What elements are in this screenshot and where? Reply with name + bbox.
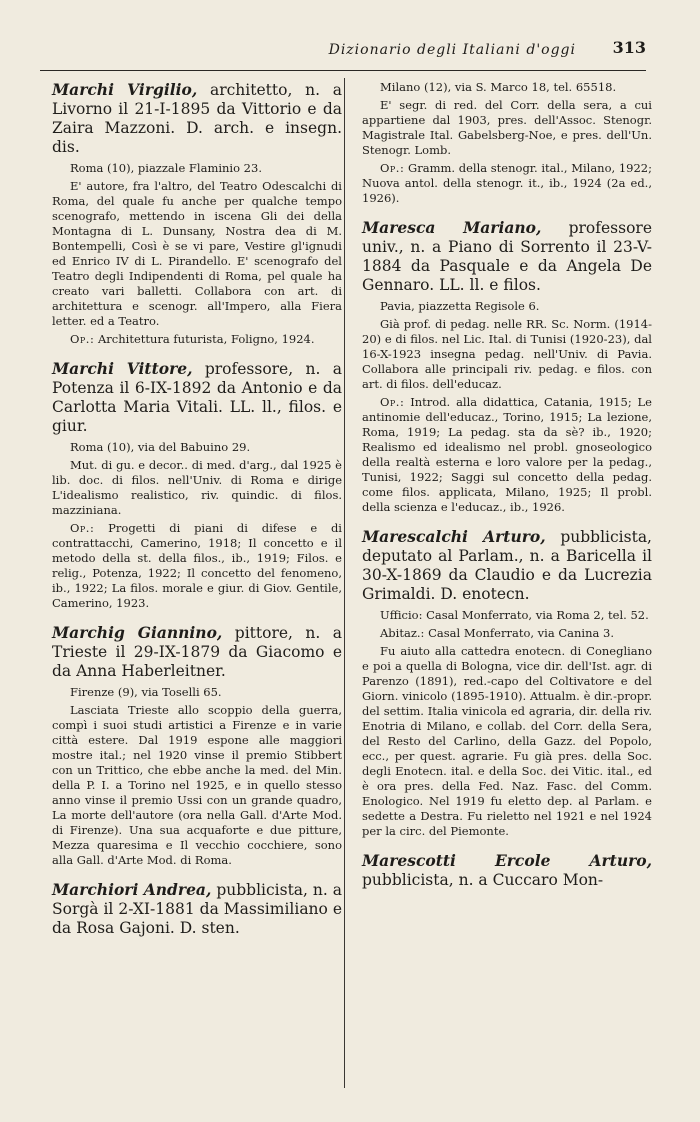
entry-continuation — [362, 80, 652, 206]
entry-body: E' autore, fra l'altro, del Teatro Odescalchi di Roma, del quale fu anche per qualche tempo scenografo, mettendo in iscena Gli dei della Montagna di L. Dunsany, Nostra dea di M. Bontempelli, Così è se vi pare, Vestire gl'ignudi ed Enrico IV di L. Pirandello. E' scenografo del Teatro degli Indipendenti di Roma, pel quale ha creato vari balletti. Collabora con art. di architettura e scenogr. all'Impero, alla Fiera letter. ed a Teatro. — [52, 179, 342, 328]
entry-marchi-vittore — [52, 359, 342, 611]
entry-maresca-mariano — [362, 218, 652, 515]
continuation-address: Milano (12), via S. Marco 18, tel. 65518. — [380, 80, 617, 94]
entry-address: Pavia, piazzetta Regisole 6. — [380, 299, 540, 313]
entry-home-address: Abitaz.: Casal Monferrato, via Canina 3. — [380, 626, 615, 640]
entry-name: Marchig Giannino, — [52, 623, 223, 642]
entry-address: Roma (10), piazzale Flaminio 23. — [70, 161, 262, 175]
entry-heading — [52, 80, 342, 157]
entry-heading-text: pubblicista, n. a Sorgà il 2-XI-1881 da Massimiliano e da Rosa Gajoni. D. sten. — [52, 881, 342, 937]
left-column — [52, 80, 342, 950]
entry-body: Mut. di gu. e decor.. di med. d'arg., dal 1925 è lib. doc. di filos. nell'Univ. di Roma e dirige L'idealismo realistico, riv. quindic. di filos. mazziniana. — [52, 458, 342, 517]
running-title: Dizionario degli Italiani d'oggi — [328, 42, 576, 58]
entry-heading — [52, 623, 342, 681]
entry-body: Lasciata Trieste allo scoppio della guerra, compì i suoi studi artistici a Firenze e in varie città estere. Dal 1919 espone alle maggiori mostre ital.; nel 1920 vinse il premio Stibbert con un Trittico, che ebbe anche la med. del Min. della P. I. a Torino nel 1925, e in quello stesso anno vinse il premio Ussi con un grande quadro, La morte dell'autore (ora nella Gall. d'Arte Mod. di Firenze). Una sua acquaforte e due pitture, Mezza quaresima e Il vecchio cocchiere, sono alla Gall. d'Arte Mod. di Roma. — [52, 703, 342, 867]
entry-heading — [52, 359, 342, 436]
works-text: Introd. alla didattica, Catania, 1915; Le antinomie dell'educaz., Torino, 1915; La lezione, Roma, 1919; La pedag. sta da sè? ib., 1920; Realismo ed idealismo nel probl. gnoseologico della realtà esterna e loro valore per la pedag., Tunisi, 1922; Saggi sul concetto della pedag. come filos. applicata, Milano, 1925; Il probl. della scienza e l'educaz., ib., 1926. — [362, 395, 652, 514]
entry-works — [52, 332, 342, 347]
entry-marescalchi-arturo — [362, 527, 652, 839]
right-column — [362, 80, 652, 902]
header-rule — [40, 70, 646, 71]
entry-heading-text: architetto, n. a Livorno il 21-I-1895 da Vittorio e da Zaira Mazzoni. D. arch. e insegn. dis. — [52, 81, 343, 156]
entry-heading-text: professore univ., n. a Piano di Sorrento il 23-V-1884 da Pasquale e da Angela De Gennaro. LL. ll. e filos. — [362, 219, 652, 294]
column-divider — [344, 78, 345, 1088]
entry-marchig-giannino — [52, 623, 342, 868]
works-text: Gramm. della stenogr. ital., Milano, 1922; Nuova antol. della stenogr. it., ib., 1924 (2a ed., 1926). — [362, 161, 652, 205]
entry-name: Marchiori Andrea, — [52, 880, 212, 899]
works-label: Op.: — [70, 332, 95, 346]
entry-address: Roma (10), via del Babuino 29. — [70, 440, 251, 454]
entry-name: Marescotti Ercole Arturo, — [362, 851, 652, 870]
entry-heading — [362, 851, 652, 890]
entry-heading-text: professore, n. a Potenza il 6-IX-1892 da Antonio e da Carlotta Maria Vitali. LL. ll., filos. e giur. — [52, 360, 342, 435]
entry-heading-text: pubblicista, deputato al Parlam., n. a Baricella il 30-X-1869 da Claudio e da Lucrezia Grimaldi. D. enotecn. — [362, 528, 652, 603]
works-text: Architettura futurista, Foligno, 1924. — [98, 332, 315, 346]
entry-heading — [362, 527, 652, 604]
entry-office-address: Ufficio: Casal Monferrato, via Roma 2, tel. 52. — [380, 608, 649, 622]
page-number: 313 — [612, 38, 646, 57]
entry-heading-text: pubblicista, n. a Cuccaro Mon- — [362, 871, 604, 889]
entry-marescotti-ercole-arturo — [362, 851, 652, 890]
entry-heading — [52, 880, 342, 938]
continuation-body: E' segr. di red. del Corr. della sera, a cui appartiene dal 1903, pres. dell'Assoc. Stenogr. Magistrale Ital. Gabelsberg-Noe, e pres. dell'Un. Stenogr. Lomb. — [362, 98, 652, 157]
entry-name: Marchi Vittore, — [52, 359, 193, 378]
entry-heading-text: pittore, n. a Trieste il 29-IX-1879 da Giacomo e da Anna Haberleitner. — [52, 624, 342, 680]
entry-body: Fu aiuto alla cattedra enotecn. di Conegliano e poi a quella di Bologna, vice dir. dell'Ist. agr. di Parenzo (1891), red.-capo del Coltivatore e del Giorn. vinicolo (1895-1910). Attualm. è dir.-propr. del settim. Italia vinicola ed agraria, dir. della riv. Enotria di Milano, e collab. del Corr. della Sera, del Resto del Carlino, della Gazz. del Popolo, ecc., per quest. agrarie. Fu già pres. della Soc. degli Enotecn. ital. e della Soc. dei Vitic. ital., ed è ora pres. della Fed. Naz. Fasc. del Comm. Enologico. Nel 1919 fu eletto dep. al Parlam. e sedette a Destra. Fu rieletto nel 1921 e nel 1924 per la circ. del Piemonte. — [362, 644, 652, 838]
entry-works — [362, 395, 652, 515]
entry-works — [52, 521, 342, 611]
works-label: Op.: — [70, 521, 95, 535]
entry-name: Maresca Mariano, — [362, 218, 542, 237]
works-text: Progetti di piani di difese e di contrattacchi, Camerino, 1918; Il concetto e il metodo della st. della filos., ib., 1919; Filos. e relig., Potenza, 1922; Il concetto del fenomeno, ib., 1922; La filos. morale e giur. di Giov. Gentile, Camerino, 1923. — [52, 521, 342, 610]
entry-name: Marchi Virgilio, — [52, 80, 198, 99]
entry-name: Marescalchi Arturo, — [362, 527, 546, 546]
entry-address: Firenze (9), via Toselli 65. — [70, 685, 222, 699]
entry-works — [362, 161, 652, 206]
works-label: Op.: — [380, 161, 405, 175]
entry-marchi-virgilio — [52, 80, 342, 347]
works-label: Op.: — [380, 395, 405, 409]
entry-marchiori-andrea — [52, 880, 342, 938]
entry-heading — [362, 218, 652, 295]
page-header — [40, 36, 646, 74]
entry-body: Già prof. di pedag. nelle RR. Sc. Norm. (1914-20) e di filos. nel Lic. Ital. di Tunisi (1920-23), dal 16-X-1923 insegna pedag. nell'Univ. di Pavia. Collabora alle principali riv. pedag. e filos. con art. di filos. dell'educaz. — [362, 317, 652, 391]
